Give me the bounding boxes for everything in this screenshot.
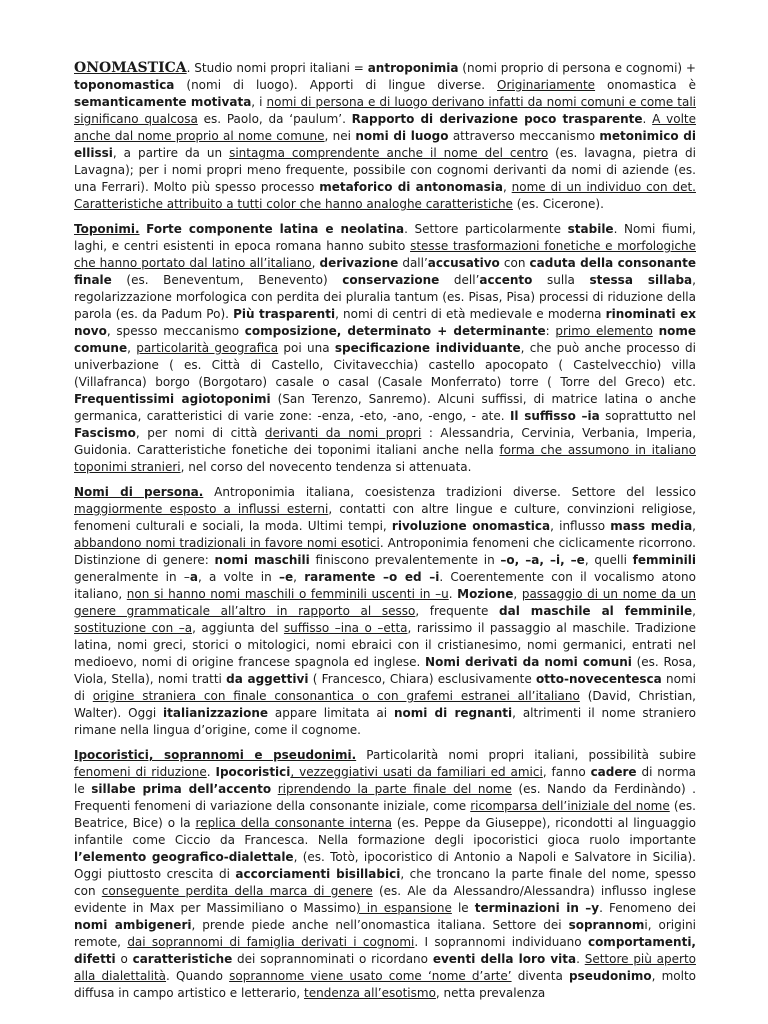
text-run: eventi della loro vita bbox=[432, 952, 577, 966]
text-run: . I soprannomi individuano bbox=[414, 935, 588, 949]
text-run: Il suffisso –ia bbox=[509, 409, 600, 423]
text-run: conservazione bbox=[342, 273, 440, 287]
text-run: dei soprannominati o ricordano bbox=[232, 952, 433, 966]
text-run: : bbox=[545, 324, 556, 338]
text-run: le bbox=[451, 901, 475, 915]
text-run: . Fenomeno dei bbox=[599, 901, 696, 915]
text-run: semanticamente motivata bbox=[74, 95, 252, 109]
text-run: particolarità geografica bbox=[136, 341, 279, 355]
text-run: (es. Beneventum, Benevento) bbox=[111, 273, 343, 287]
text-run: , a volte in bbox=[197, 570, 280, 584]
text-run: , nomi di centri di età medievale e moderna bbox=[335, 307, 606, 321]
text-run: a bbox=[189, 570, 198, 584]
text-run: cadere bbox=[590, 765, 637, 779]
text-run: passaggio di un nome da un genere grammaticale all’altro in rapporto al sesso bbox=[74, 587, 696, 618]
text-run: generalmente in – bbox=[74, 570, 190, 584]
text-run: A volte anche dal nome proprio al nome comune bbox=[74, 112, 696, 143]
text-run: ( Francesco, Chiara) esclusivamente bbox=[308, 672, 537, 686]
text-run: metonimico di ellissi bbox=[74, 129, 697, 160]
text-run: specificazione individuante bbox=[334, 341, 521, 355]
text-run: replica della consonante interna bbox=[195, 816, 392, 830]
text-run: Fascismo bbox=[74, 426, 136, 440]
text-run: soprannome viene usato come ‘nome d’arte’ bbox=[229, 969, 512, 983]
text-run: finiscono prevalentemente in bbox=[309, 553, 501, 567]
text-run: nomi di regnanti bbox=[393, 706, 513, 720]
text-run: dal maschile al femminile bbox=[499, 604, 693, 618]
text-run: , bbox=[293, 570, 305, 584]
text-run: origine straniera con finale consonantica o con grafemi estranei all’italiano bbox=[92, 689, 580, 703]
text-run: , nel corso del novecento tendenza si attenuata. bbox=[180, 460, 472, 474]
text-run: accusativo bbox=[427, 256, 500, 270]
text-run: derivanti da nomi propri bbox=[264, 426, 422, 440]
document-page bbox=[74, 60, 696, 1010]
text-run: . Studio nomi propri italiani = bbox=[186, 61, 368, 75]
paragraph-onomastica bbox=[74, 60, 696, 213]
text-run: dai soprannomi di famiglia derivati i cognomi bbox=[127, 935, 415, 949]
text-run: –e bbox=[279, 570, 294, 584]
text-run: . bbox=[448, 587, 458, 601]
text-run: , bbox=[692, 604, 696, 618]
text-run: . bbox=[576, 952, 585, 966]
text-run: fenomeni di riduzione bbox=[74, 765, 207, 779]
text-run: (David, Christian, Walter). Oggi bbox=[74, 689, 696, 720]
paragraph-nomi-di-persona bbox=[74, 484, 696, 739]
text-run: nomi ambigeneri bbox=[74, 918, 192, 932]
text-run: Più trasparenti bbox=[233, 307, 336, 321]
text-run: raramente –o ed –i bbox=[304, 570, 440, 584]
section-heading: Ipocoristici, soprannomi e pseudonimi. bbox=[74, 748, 357, 762]
text-run: non si hanno nomi maschili o femminili uscenti in –u bbox=[126, 587, 449, 601]
text-run: suffisso –ina o –etta bbox=[283, 621, 408, 635]
text-run: (es. Beatrice, Bice) o la bbox=[74, 799, 696, 830]
text-run: femminili bbox=[632, 553, 697, 567]
section-heading: Toponimi. bbox=[74, 222, 140, 236]
text-run: , bbox=[503, 180, 512, 194]
text-run: primo elemento bbox=[555, 324, 653, 338]
text-run: rinominati ex novo bbox=[74, 307, 696, 338]
text-run: riprendendo la parte finale del nome bbox=[277, 782, 512, 796]
text-run: nomi di luogo bbox=[355, 129, 449, 143]
text-run: : Alessandria, Cervinia, Verbania, Imperia, Guidonia. Caratteristiche fonetiche dei toponimi italiani anche nella bbox=[74, 426, 697, 457]
document-title: ONOMASTICA bbox=[74, 60, 187, 76]
text-run: , frequente bbox=[415, 604, 500, 618]
text-run: , che troncano la parte finale del nome, spesso con bbox=[74, 867, 696, 898]
text-run: comportamenti, difetti bbox=[74, 935, 696, 966]
text-run: metaforico di antonomasia bbox=[319, 180, 503, 194]
text-run: sostituzione con –a bbox=[74, 621, 193, 635]
text-run: composizione, determinato + determinante bbox=[244, 324, 546, 338]
paragraph-ipocoristici bbox=[74, 747, 696, 1002]
text-run: derivazione bbox=[319, 256, 399, 270]
section-heading: Nomi di persona. bbox=[74, 485, 204, 499]
text-run: , che può anche processo di univerbazione ( es. Città di Castello, Civitavecchia) castello apocopato ( Castelvecchio) villa (Villafranca) borgo (Borgotaro) casale o casal (Casale Monferrato) torre ( Torre del Greco) etc. bbox=[74, 341, 696, 389]
text-run: pseudonimo bbox=[568, 969, 652, 983]
text-run: , regolarizzazione morfologica con perdita dei pluralia tantum (es. Pisas, Pisa) processi di riduzione della parola (es. da Padum Po). bbox=[74, 273, 696, 321]
text-run: soprannom bbox=[568, 918, 645, 932]
text-run: . Nomi fiumi, laghi, e centri esistenti in epoca romana hanno subito bbox=[74, 222, 696, 253]
text-run: toponomastica bbox=[74, 78, 175, 92]
text-run: stabile bbox=[567, 222, 614, 236]
text-run: Frequentissimi agiotoponimi bbox=[74, 392, 271, 406]
text-run: nomi maschili bbox=[214, 553, 310, 567]
text-run: , contatti con altre lingue e culture, convinzioni religiose, fenomeni culturali e sociali, la moda. Ultimi tempi, bbox=[74, 502, 696, 533]
text-run: (es. Cicerone). bbox=[512, 197, 604, 211]
text-run: , molto diffusa in campo artistico e letterario, bbox=[74, 969, 697, 1000]
text-run: Originariamente bbox=[497, 78, 596, 92]
text-run: , bbox=[692, 519, 696, 533]
text-run: . Antroponimia fenomeni che ciclicamente ricorrono. Distinzione di genere: bbox=[74, 536, 696, 567]
text-run: , (es. Totò, ipocoristico di Antonio a Napoli e Salvatore in Sicilia). Oggi piuttosto crescita di bbox=[74, 850, 696, 881]
text-run: . Settore particolarmente bbox=[404, 222, 568, 236]
text-run: , spesso meccanismo bbox=[106, 324, 245, 338]
text-run: nomi di bbox=[74, 672, 696, 703]
text-run: soprattutto nel bbox=[599, 409, 696, 423]
text-run: poi una bbox=[278, 341, 335, 355]
text-run: forma che assumono in italiano toponimi stranieri bbox=[74, 443, 697, 474]
text-run: Ipocoristici bbox=[215, 765, 291, 779]
text-run: Nomi derivati da nomi comuni bbox=[425, 655, 632, 669]
text-run: , influsso bbox=[550, 519, 611, 533]
text-run: Settore più aperto alla dialettalità bbox=[74, 952, 696, 983]
text-run: nomi di persona e di luogo derivano infatti da nomi comuni e come tali significano qualcosa bbox=[74, 95, 696, 126]
text-run: , altrimenti il nome straniero rimane nella lingua d’origine, come il cognome. bbox=[74, 706, 697, 737]
text-run: conseguente perdita della marca di genere bbox=[101, 884, 373, 898]
text-run: di norma le bbox=[74, 765, 697, 796]
text-run: con bbox=[499, 256, 530, 270]
text-run: , i bbox=[251, 95, 267, 109]
text-run: . bbox=[206, 765, 216, 779]
text-run: mass media bbox=[610, 519, 693, 533]
text-run: Mozione bbox=[457, 587, 514, 601]
text-run: . Quando bbox=[166, 969, 230, 983]
text-run: (es. lavagna, pietra di Lavagna); per i nomi propri meno frequente, possibile con cognomi derivanti da nomi di aziende (es. una Ferrari). Molto più spesso processo bbox=[74, 146, 697, 194]
text-run: es. Paolo, da ‘paulum’. bbox=[197, 112, 352, 126]
text-run: abbandono nomi tradizionali in favore nomi esotici bbox=[74, 536, 380, 550]
text-run: caduta della consonante finale bbox=[74, 256, 696, 287]
text-run: antroponimia bbox=[367, 61, 459, 75]
text-run: (nomi di luogo). Apporti di lingue diverse. bbox=[174, 78, 498, 92]
paragraph-toponimi bbox=[74, 221, 696, 476]
text-run: , aggiunta del bbox=[192, 621, 284, 635]
text-run: , bbox=[311, 256, 320, 270]
text-run: rivoluzione onomastica bbox=[391, 519, 551, 533]
text-run: otto-novecentesca bbox=[536, 672, 662, 686]
text-run: Particolarità nomi propri italiani, possibilità subire bbox=[356, 748, 696, 762]
text-run: accorciamenti bisillabici bbox=[235, 867, 401, 881]
text-run: , bbox=[127, 341, 137, 355]
text-run: attraverso meccanismo bbox=[448, 129, 600, 143]
text-run: nome comune bbox=[74, 324, 697, 355]
text-run: (nomi proprio di persona e cognomi) + bbox=[458, 61, 696, 75]
text-run: ricomparsa dell’iniziale del nome bbox=[470, 799, 670, 813]
text-run: , vezzeggiativi usati da familiari ed amici bbox=[290, 765, 543, 779]
text-run: . bbox=[642, 112, 653, 126]
text-run: accento bbox=[479, 273, 533, 287]
text-run: ) in espansione bbox=[356, 901, 452, 915]
text-run: appare limitata ai bbox=[268, 706, 394, 720]
text-run: , netta prevalenza bbox=[435, 986, 546, 1000]
text-run: , per nomi di città bbox=[135, 426, 265, 440]
text-run: (San Terenzo, Sanremo). Alcuni suffissi, di matrice latina o anche germanica, caratteristici di varie zone: -enza, -eto, -ano, -engo, - ate. bbox=[74, 392, 696, 423]
text-run: da aggettivi bbox=[226, 672, 309, 686]
text-run: diventa bbox=[511, 969, 569, 983]
text-run: Antroponimia italiana, coesistenza tradizioni diverse. Settore del lessico bbox=[203, 485, 696, 499]
text-run: , a partire da un bbox=[112, 146, 230, 160]
text-run: Forte componente latina e neolatina bbox=[146, 222, 405, 236]
text-run: , bbox=[513, 587, 522, 601]
text-run: stesse trasformazioni fonetiche e morfologiche che hanno portato dal latino all’italiano bbox=[74, 239, 696, 270]
text-run: (es. Ale da Alessandro/Alessandra) influsso inglese evidente in Max per Massimiliano o Massimo bbox=[74, 884, 697, 915]
text-run: (es. Peppe da Giuseppe), ricondotti al linguaggio infantile come Ciccio da Francesca. Nella formazione degli ipocoristici gioca ruolo importante bbox=[74, 816, 696, 847]
text-run: (es. Nando da Ferdinàndo) . Frequenti fenomeni di variazione della consonante iniziale, come bbox=[74, 782, 696, 813]
text-run: sulla bbox=[532, 273, 590, 287]
text-run: , prende piede anche nell’onomastica italiana. Settore dei bbox=[191, 918, 569, 932]
text-run: sillabe prima dell’accento bbox=[91, 782, 272, 796]
text-run: caratteristiche bbox=[132, 952, 233, 966]
text-run: maggiormente esposto a influssi esterni bbox=[74, 502, 329, 516]
text-run: dell’ bbox=[439, 273, 480, 287]
text-run: (es. Rosa, Viola, Stella), nomi tratti bbox=[74, 655, 697, 686]
text-run: onomastica è bbox=[595, 78, 696, 92]
text-run: stessa sillaba bbox=[589, 273, 693, 287]
text-run: dall’ bbox=[398, 256, 428, 270]
text-run: i, origini remote, bbox=[74, 918, 697, 949]
text-run: , nei bbox=[324, 129, 356, 143]
text-run: nome di un individuo con det. Caratteristiche attribuito a tutti color che hanno analoghe caratteristiche bbox=[74, 180, 696, 211]
text-run: . Coerentemente con il vocalismo atono italiano, bbox=[74, 570, 696, 601]
text-run: terminazioni in –y bbox=[474, 901, 600, 915]
text-run: sintagma comprendente anche il nome del centro bbox=[229, 146, 549, 160]
text-run: tendenza all’esotismo bbox=[304, 986, 436, 1000]
text-run: , rarissimo il passaggio al maschile. Tradizione latina, nomi greci, storici o mitologici, nomi ebraici con il cristianesimo, nomi germanici, entrati nel medioevo, nomi di origine francese spagnola ed inglese. bbox=[74, 621, 696, 669]
text-run: italianizzazione bbox=[163, 706, 269, 720]
text-run: Rapporto di derivazione poco trasparente bbox=[351, 112, 643, 126]
text-run: , quelli bbox=[584, 553, 633, 567]
text-run: –o, –a, –i, –e bbox=[500, 553, 585, 567]
text-run: , fanno bbox=[542, 765, 591, 779]
text-run: o bbox=[115, 952, 133, 966]
text-run: l’elemento geografico-dialettale bbox=[74, 850, 294, 864]
